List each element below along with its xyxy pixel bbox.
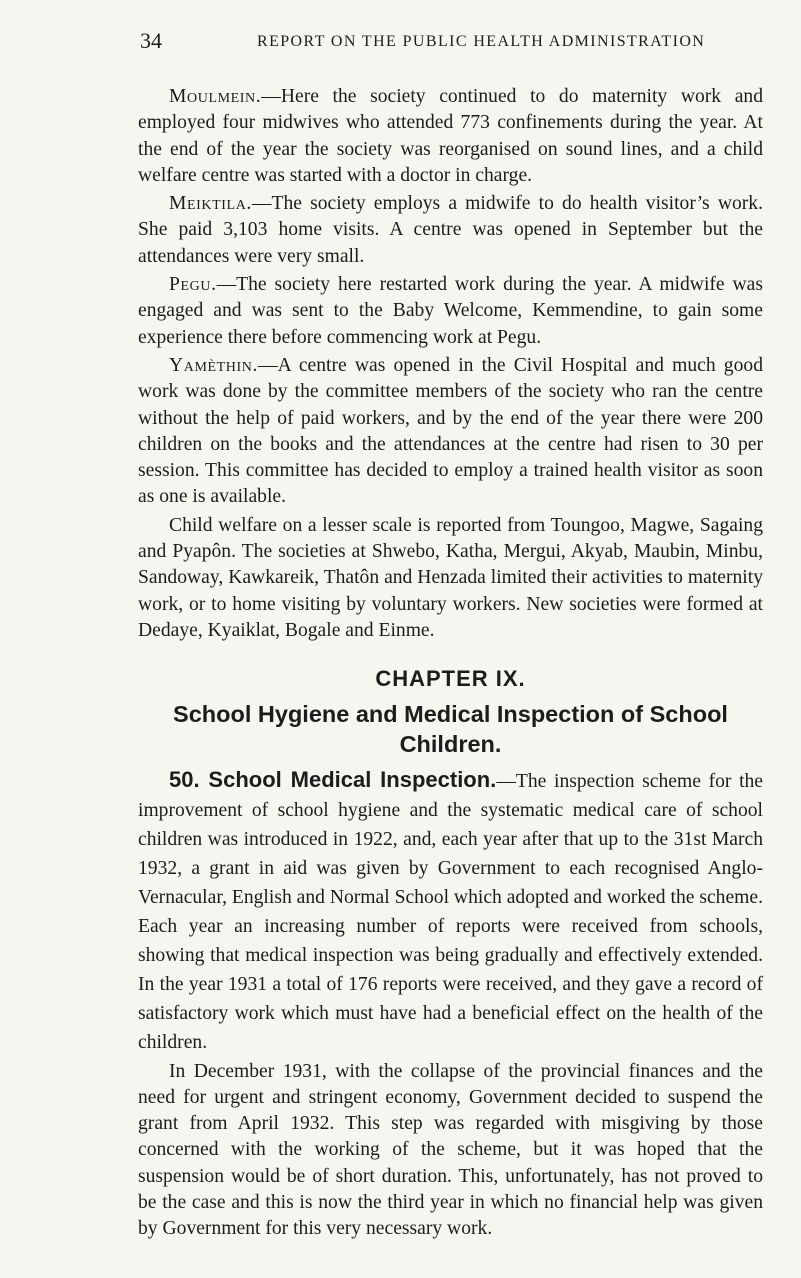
paragraph-section-50-continued: In December 1931, with the collapse of the provincial finances and the need for urgent and stringent economy, Government decided to suspend the grant from April 1932. This step was regarded with misgiving by those concerned with the working of the scheme, but it was hoped that the suspension would be of short duration. This, unfortunately, has not proved to be the case and this is now the third year in which no financial help was given by Government for this very necessary work. (138, 1060, 763, 1240)
paragraph-text: —Here the society continued to do maternity work and employed four midwives who attended 773 confinements during the year. At the end of the year the society was reorganised on sound lines, and a child welfare centre was started with a doctor in charge. (138, 86, 763, 186)
paragraph-moulmein (138, 84, 763, 189)
page-header (0, 28, 801, 58)
paragraph-text: —The inspection scheme for the improvement of school hygiene and the systematic medical care of school children was introduced in 1922, and, each year after that up to the 31st March 1932, a grant in aid was given by Government to each recognised Anglo-Vernacular, English and Normal School which adopted and worked the scheme. Each year an increasing number of reports were received from schools, showing that medical inspection was being gradually and effectively extended. In the year 1931 a total of 176 reports were received, and they gave a record of satisfactory work which must have had a beneficial effect on the health of the children. (138, 770, 764, 1053)
paragraph-text: —The society here restarted work during the year. A midwife was engaged and was sent to the Baby Welcome, Kemmendine, to gain some experience there before commencing work at Pegu. (138, 274, 763, 348)
place-heading: Meiktila. (169, 193, 252, 215)
section-heading: 50. School Medical Inspection. (169, 766, 497, 792)
chapter-title: School Hygiene and Medical Inspection of School Children. (173, 700, 728, 757)
running-title: REPORT ON THE PUBLIC HEALTH ADMINISTRATION (257, 33, 706, 50)
paragraph-text: —The society employs a midwife to do health visitor’s work. She paid 3,103 home visits. A centre was opened in September but the attendances were very small. (138, 193, 763, 267)
place-heading: Yamèthin. (169, 354, 258, 376)
paragraph-child-welfare: Child welfare on a lesser scale is reported from Toungoo, Magwe, Sagaing and Pyapôn. The societies at Shwebo, Katha, Mergui, Akyab, Maubin, Minbu, Sandoway, Kawkareik, Thatôn and Henzada limited their activities to maternity work, or to home visiting by voluntary workers. New societies were formed at Dedaye, Kyaiklat, Bogale and Einme. (138, 514, 763, 641)
paragraph-pegu (138, 272, 763, 351)
paragraph-yamethin (138, 353, 763, 511)
page-body (138, 84, 763, 1243)
page-number: 34 (140, 28, 162, 53)
chapter-label: CHAPTER IX. (375, 666, 526, 692)
place-heading: Moulmein. (169, 86, 262, 107)
paragraph-meiktila (138, 191, 763, 270)
paragraph-section-50 (138, 765, 763, 1057)
place-heading: Pegu. (169, 274, 217, 296)
paragraph-text: —A centre was opened in the Civil Hospital and much good work was done by the committee members of the society who ran the centre without the help of paid workers, and by the end of the year there were 200 children on the books and the attendances at the centre had risen to 30 per session. This committee has decided to employ a trained health visitor as soon as one is available. (138, 354, 763, 508)
